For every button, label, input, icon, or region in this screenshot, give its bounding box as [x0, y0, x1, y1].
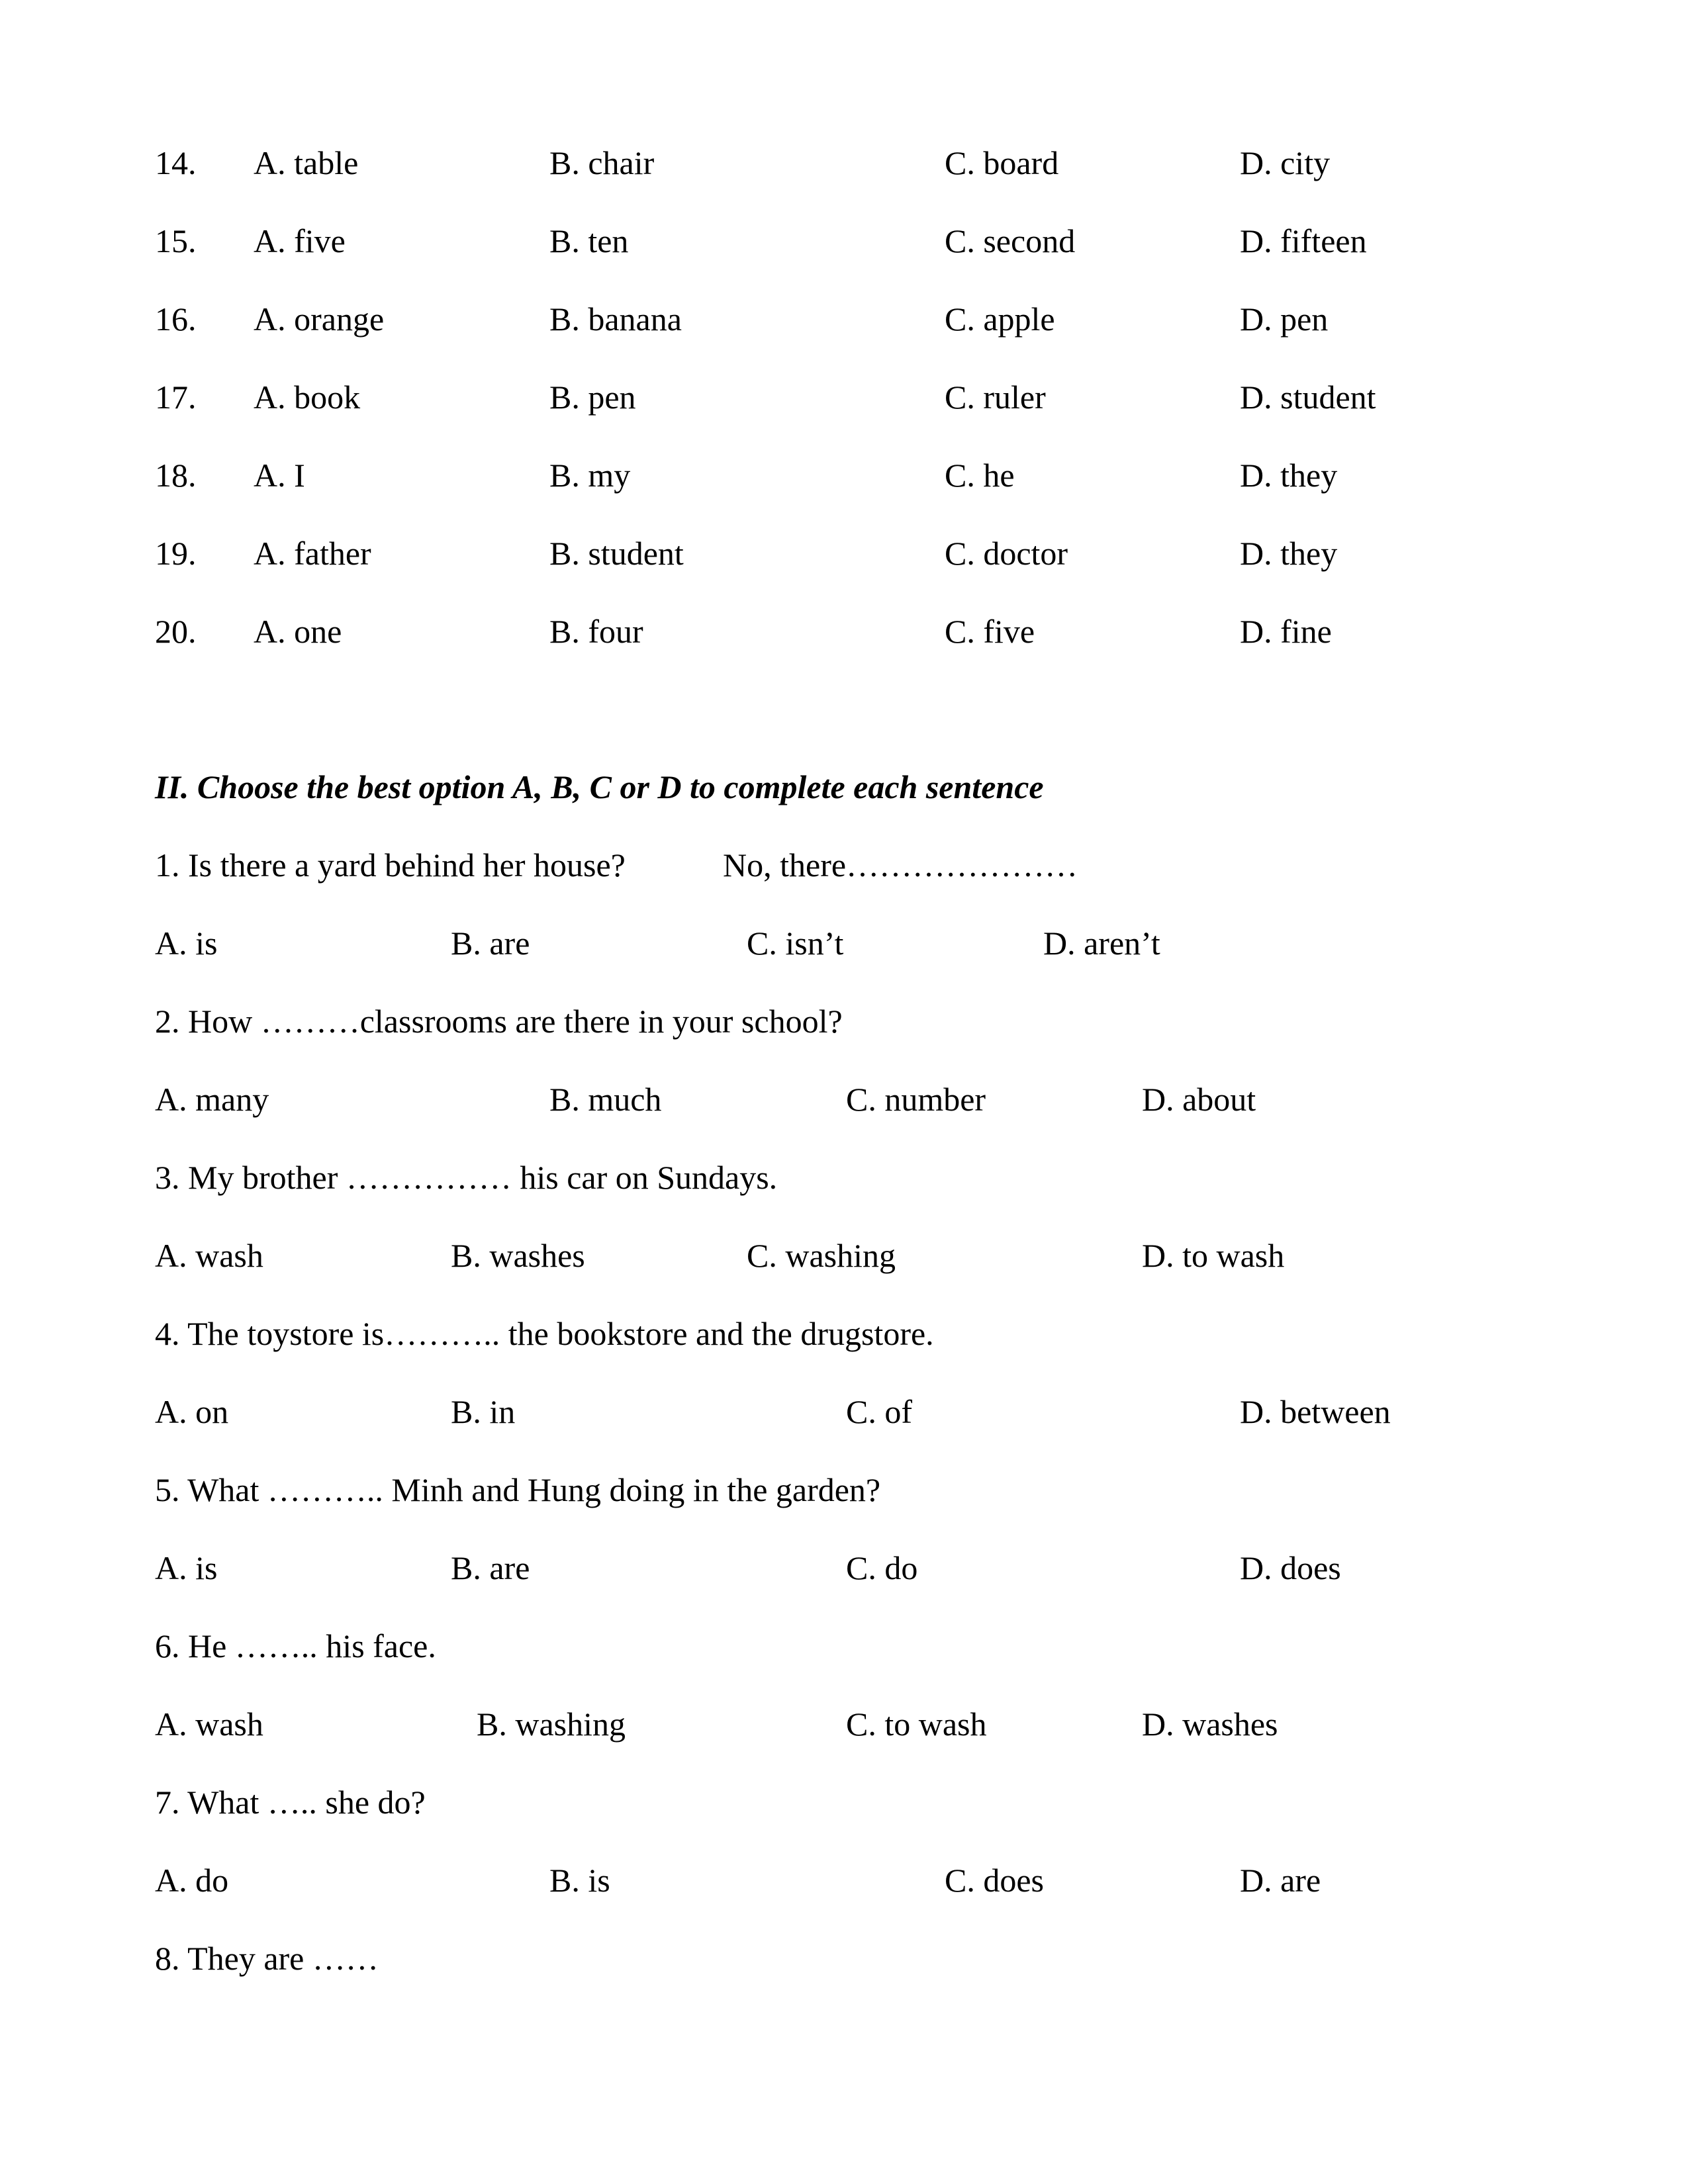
item-number: 16.	[155, 300, 197, 338]
option-d: D. aren’t	[1043, 925, 1160, 962]
option-b: B. my	[549, 457, 631, 494]
option-b: B. much	[549, 1081, 662, 1118]
option-d: D. to wash	[1142, 1237, 1285, 1274]
option-c: C. do	[846, 1549, 918, 1586]
option-a: A. I	[254, 457, 305, 494]
item-number: 19.	[155, 535, 197, 572]
question-text: 2. How ………classrooms are there in your school?	[155, 1003, 843, 1040]
option-c: C. of	[846, 1393, 912, 1430]
section-heading: II. Choose the best option A, B, C or D to complete each sentence	[155, 768, 1044, 805]
option-d: D. they	[1240, 535, 1338, 572]
option-a: A. one	[254, 613, 342, 650]
option-d: D. fine	[1240, 613, 1332, 650]
option-c: C. does	[945, 1862, 1044, 1899]
question-text: 5. What ……….. Minh and Hung doing in the garden?	[155, 1471, 881, 1508]
option-a: A. orange	[254, 300, 385, 338]
question-text: 8. They are ……	[155, 1940, 379, 1977]
option-d: D. between	[1240, 1393, 1391, 1430]
option-b: B. chair	[549, 144, 655, 181]
option-d: D. washes	[1142, 1706, 1278, 1743]
option-b: B. pen	[549, 379, 636, 416]
question-text: 3. My brother …………… his car on Sundays.	[155, 1159, 778, 1196]
option-a: A. do	[155, 1862, 229, 1899]
option-b: B. washing	[477, 1706, 626, 1743]
option-a: A. is	[155, 925, 218, 962]
question-text: 4. The toystore is……….. the bookstore and the drugstore.	[155, 1315, 934, 1352]
option-b: B. are	[451, 925, 530, 962]
option-b: B. is	[549, 1862, 610, 1899]
option-c: C. second	[945, 222, 1076, 259]
option-d: D. does	[1240, 1549, 1341, 1586]
option-a: A. on	[155, 1393, 229, 1430]
option-a: A. wash	[155, 1706, 263, 1743]
option-c: C. ruler	[945, 379, 1046, 416]
item-number: 15.	[155, 222, 197, 259]
item-number: 14.	[155, 144, 197, 181]
option-a: A. five	[254, 222, 346, 259]
option-b: B. ten	[549, 222, 629, 259]
option-d: D. pen	[1240, 300, 1329, 338]
option-c: C. apple	[945, 300, 1055, 338]
question-text: 1. Is there a yard behind her house?	[155, 846, 626, 884]
option-a: A. table	[254, 144, 359, 181]
item-number: 17.	[155, 379, 197, 416]
option-a: A. father	[254, 535, 371, 572]
option-b: B. four	[549, 613, 643, 650]
option-c: C. doctor	[945, 535, 1068, 572]
option-b: B. student	[549, 535, 684, 572]
question-text: 7. What ….. she do?	[155, 1784, 426, 1821]
option-d: D. are	[1240, 1862, 1321, 1899]
item-number: 20.	[155, 613, 197, 650]
option-c: C. washing	[747, 1237, 896, 1274]
option-b: B. in	[451, 1393, 516, 1430]
option-c: C. five	[945, 613, 1035, 650]
option-d: D. they	[1240, 457, 1338, 494]
option-c: C. he	[945, 457, 1015, 494]
option-a: A. is	[155, 1549, 218, 1586]
option-b: B. banana	[549, 300, 682, 338]
question-text: 6. He …….. his face.	[155, 1627, 436, 1664]
option-d: D. student	[1240, 379, 1376, 416]
answer-prompt: No, there…………………	[723, 846, 1078, 884]
option-c: C. to wash	[846, 1706, 987, 1743]
option-c: C. board	[945, 144, 1059, 181]
option-c: C. number	[846, 1081, 986, 1118]
option-d: D. fifteen	[1240, 222, 1367, 259]
option-d: D. city	[1240, 144, 1331, 181]
option-a: A. book	[254, 379, 361, 416]
option-d: D. about	[1142, 1081, 1256, 1118]
option-a: A. wash	[155, 1237, 263, 1274]
option-b: B. washes	[451, 1237, 585, 1274]
item-number: 18.	[155, 457, 197, 494]
option-a: A. many	[155, 1081, 269, 1118]
option-c: C. isn’t	[747, 925, 844, 962]
option-b: B. are	[451, 1549, 530, 1586]
